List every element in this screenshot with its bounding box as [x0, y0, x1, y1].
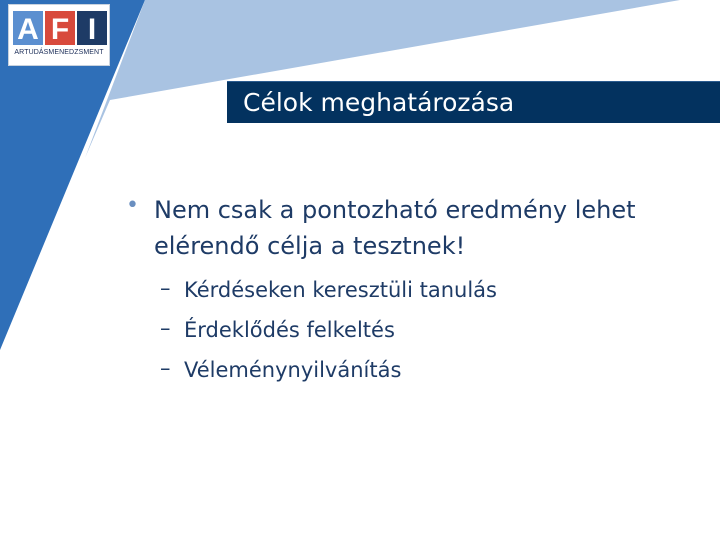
- sub-item: [160, 356, 710, 396]
- logo-caption: ARTUDÁSMENEDZSMENT: [14, 49, 104, 56]
- bullet-item: [120, 192, 710, 264]
- sub-item: [160, 276, 710, 316]
- logo-letter-i: I: [87, 13, 97, 45]
- title-bar: [227, 81, 720, 123]
- logo: [8, 4, 110, 66]
- bullet-dot-icon: •: [126, 193, 139, 218]
- slide-content: [120, 192, 710, 396]
- dash-icon: –: [160, 356, 171, 380]
- sub-list: [120, 276, 710, 396]
- bullet-text: Nem csak a pontozható eredmény lehet elérendő célja a tesztnek!: [154, 196, 636, 260]
- logo-letter-a: A: [17, 13, 39, 45]
- dash-icon: –: [160, 276, 171, 300]
- sub-item-text: Véleménynyilvánítás: [184, 358, 402, 382]
- sub-item: [160, 316, 710, 356]
- logo-letter-f: F: [50, 13, 70, 45]
- slide-title: Célok meghatározása: [243, 88, 515, 117]
- sub-item-text: Érdeklődés felkeltés: [184, 318, 395, 342]
- dash-icon: –: [160, 316, 171, 340]
- sub-item-text: Kérdéseken keresztüli tanulás: [184, 278, 497, 302]
- logo-mark: [13, 11, 107, 45]
